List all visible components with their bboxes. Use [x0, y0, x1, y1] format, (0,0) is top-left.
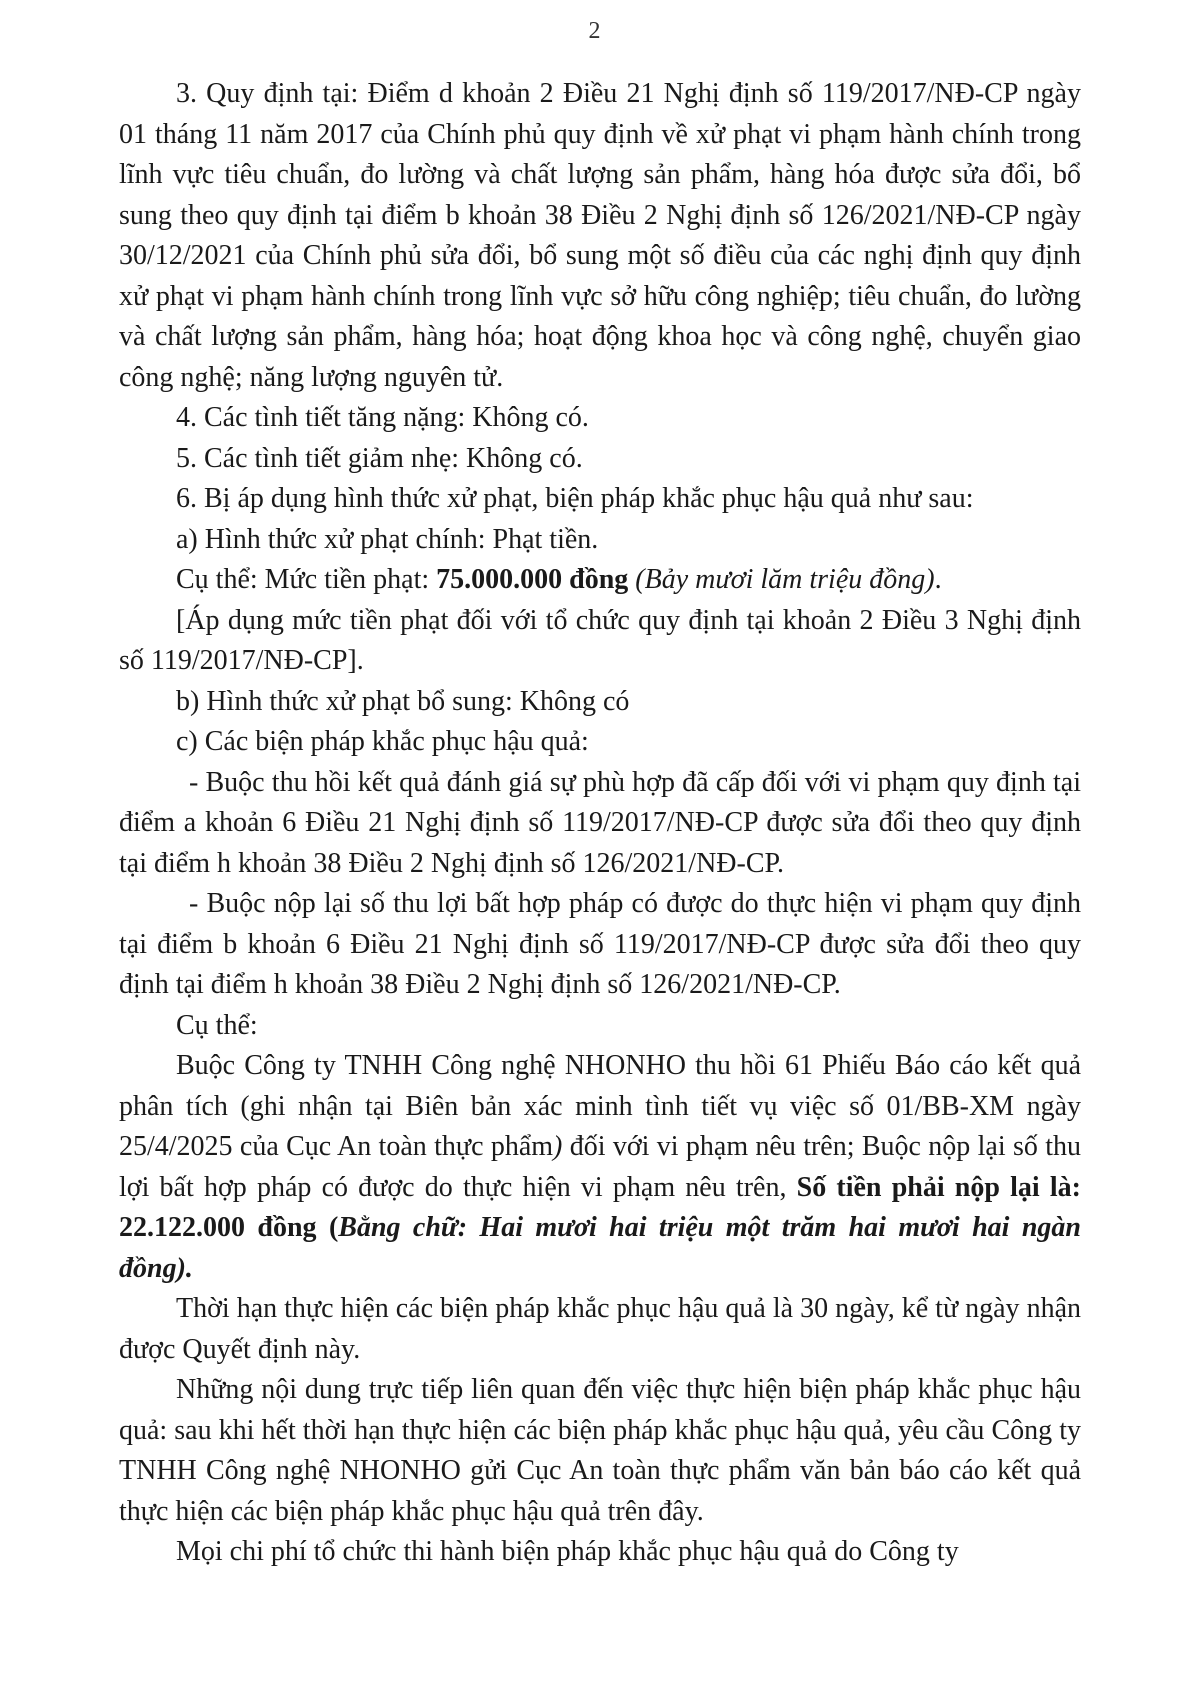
specific-amount-words: Bằng chữ: Hai mươi hai triệu một trăm hai mươi hai ngàn đồng). — [119, 1212, 1082, 1284]
specific-amount: Số tiền phải nộp lại là: 22.122.000 đồng ( — [119, 1171, 1081, 1243]
paragraph-item-3: 3. Quy định tại: Điểm d khoản 2 Điều 21 Nghị định số 119/2017/NĐ-CP ngày 01 tháng 11 năm 2017 của Chính phủ quy định về xử phạt vi phạm hành chính trong lĩnh vực tiêu chuẩn, đo lường và chất lượng sản phẩm, hàng hóa được sửa đổi, bổ sung theo quy định tại điểm b khoản 38 Điều 2 Nghị định số 126/2021/NĐ-CP ngày 30/12/2021 của Chính phủ sửa đổi, bổ sung một số điều của các nghị định quy định xử phạt vi phạm hành chính trong lĩnh vực sở hữu công nghiệp; tiêu chuẩn, đo lường và chất lượng sản phẩm, hàng hóa; hoạt động khoa học và công nghệ, chuyển giao công nghệ; năng lượng nguyên tử. — [119, 78, 1081, 393]
paragraph-item-4: 4. Các tình tiết tăng nặng: Không có. — [176, 402, 589, 433]
paragraph-item-6a: a) Hình thức xử phạt chính: Phạt tiền. — [176, 523, 599, 555]
paragraph-measure-2: - Buộc nộp lại số thu lợi bất hợp pháp có được do thực hiện vi phạm quy định tại điểm b khoản 6 Điều 21 Nghị định số 119/2017/NĐ-CP được sửa đổi theo quy định tại điểm h khoản 38 Điều 2 Nghị định số 126/2021/NĐ-CP. — [119, 888, 1081, 1000]
paragraph-item-6b: b) Hình thức xử phạt bổ sung: Không có — [176, 685, 630, 717]
specific-text-1: Buộc Công ty TNHH Công nghệ NHONHO thu hồi 61 Phiếu Báo cáo kết quả phân tích (ghi nhận tại Biên bản xác minh tình tiết vụ việc số 01/BB-XM ngày 25/4/2025 của Cục An toàn thực phẩm — [119, 1050, 1081, 1162]
paragraph-specific-label: Cụ thể: — [176, 1009, 258, 1041]
specific-text-2: đối với vi phạm nêu trên; Buộc nộp lại số thu lợi bất hợp pháp có được do thực hiện vi phạm nêu trên, — [119, 1131, 1081, 1203]
paragraph-fine-basis: [Áp dụng mức tiền phạt đối với tổ chức quy định tại khoản 2 Điều 3 Nghị định số 119/2017/NĐ-CP]. — [119, 604, 1081, 676]
page-number: 2 — [588, 18, 601, 44]
fine-prefix: Cụ thể: Mức tiền phạt: — [176, 564, 437, 595]
paragraph-fine — [119, 560, 1081, 601]
paragraph-costs: Mọi chi phí tổ chức thi hành biện pháp khắc phục hậu quả do Công ty — [176, 1536, 959, 1567]
paragraph-specific — [119, 1046, 1081, 1289]
paragraph-related: Những nội dung trực tiếp liên quan đến việc thực hiện biện pháp khắc phục hậu quả: sau khi hết thời hạn thực hiện các biện pháp khắc phục hậu quả, yêu cầu Công ty TNHH Công nghệ NHONHO gửi Cục An toàn thực phẩm văn bản báo cáo kết quả thực hiện các biện pháp khắc phục hậu quả trên đây. — [119, 1374, 1081, 1527]
paragraph-deadline: Thời hạn thực hiện các biện pháp khắc phục hậu quả là 30 ngày, kể từ ngày nhận được Quyết định này. — [119, 1293, 1081, 1365]
paragraph-measure-1: - Buộc thu hồi kết quả đánh giá sự phù hợp đã cấp đối với vi phạm quy định tại điểm a khoản 6 Điều 21 Nghị định số 119/2017/NĐ-CP được sửa đổi theo quy định tại điểm h khoản 38 Điều 2 Nghị định số 126/2021/NĐ-CP. — [119, 766, 1081, 879]
specific-paren: ) — [553, 1131, 563, 1162]
document-body — [119, 74, 1081, 1573]
fine-suffix: . — [934, 564, 942, 595]
fine-words: (Bảy mươi lăm triệu đồng) — [635, 564, 935, 595]
paragraph-item-6c: c) Các biện pháp khắc phục hậu quả: — [176, 726, 589, 757]
paragraph-item-6: 6. Bị áp dụng hình thức xử phạt, biện pháp khắc phục hậu quả như sau: — [176, 483, 974, 514]
fine-amount: 75.000.000 đồng — [436, 564, 629, 595]
paragraph-item-5: 5. Các tình tiết giảm nhẹ: Không có. — [176, 442, 583, 474]
